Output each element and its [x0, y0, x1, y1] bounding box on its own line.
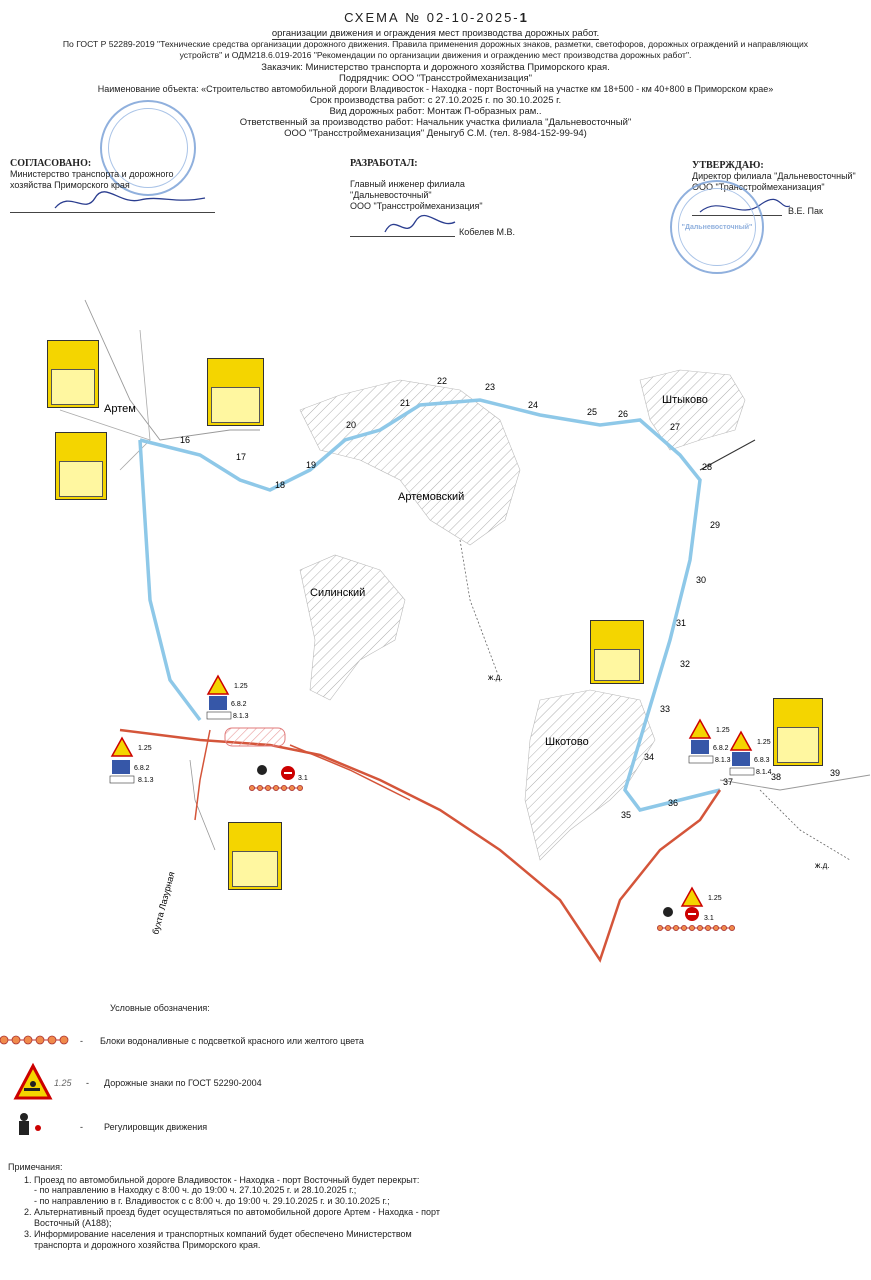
water-block-icon	[12, 1036, 20, 1044]
red-road-branch	[195, 730, 210, 820]
header-contractor: Подрядчик: ООО "Трансстроймеханизация"	[339, 73, 532, 84]
notes-title: Примечания:	[8, 1162, 63, 1172]
legend-dash-2: -	[86, 1078, 89, 1088]
sign-code-31: 3.1	[298, 775, 308, 782]
rail-label-2: ж.д.	[815, 861, 830, 870]
stamp-right-text: "Дальневосточный"	[681, 223, 753, 231]
water-block-icon	[36, 1036, 44, 1044]
water-block-icon	[265, 785, 270, 790]
rail-line	[460, 540, 503, 682]
km-mark: 38	[771, 772, 782, 782]
km-mark: 22	[437, 376, 448, 386]
note-2: 2. Альтернативный проезд будет осуществляться по автомобильной дороге Артем - Находка - порт Восточный (А188);	[34, 1207, 448, 1228]
km-mark: 16	[180, 435, 191, 445]
water-block-icon	[673, 925, 678, 930]
info-board-2	[55, 432, 107, 500]
water-block-icon	[665, 925, 670, 930]
header-gost-cont: устройств" и ОДМ218.6.019-2016 "Рекомендации по организации движения и ограждению мест производства дорожных работ".	[179, 50, 692, 60]
developed-name: Кобелев М.В.	[459, 227, 516, 237]
plate-sign-icon	[110, 776, 134, 783]
place-bay: бухта Лазурная	[150, 870, 177, 936]
rail-line-east	[760, 790, 850, 860]
info-board-6	[773, 698, 823, 766]
red-road-parallel	[290, 745, 410, 800]
km-mark: 25	[587, 407, 598, 417]
info-board-4	[228, 822, 282, 890]
water-block-icon	[273, 785, 278, 790]
developed-title: РАЗРАБОТАЛ:	[350, 158, 418, 169]
agreed-org-line1: Министерство транспорта и дорожного	[10, 169, 174, 179]
water-block-icon	[689, 925, 694, 930]
km-mark: 31	[676, 618, 687, 628]
road-works-sign-icon	[112, 738, 132, 756]
legend-title: Условные обозначения:	[110, 1003, 210, 1013]
agreed-title: СОГЛАСОВАНО:	[10, 158, 92, 169]
header-subtitle: организации движения и ограждения мест производства дорожных работ.	[271, 28, 600, 39]
water-block-icon	[48, 1036, 56, 1044]
km-mark: 37	[723, 777, 734, 787]
header-work-type: Вид дорожных работ: Монтаж П-образных рам..	[329, 106, 542, 117]
km-mark: 27	[670, 422, 681, 432]
km-mark: 17	[236, 452, 247, 462]
plate-sign-icon	[207, 712, 231, 719]
km-mark: 34	[644, 752, 655, 762]
developed-company: ООО "Трансстроймеханизация"	[350, 201, 483, 211]
km-mark: 26	[618, 409, 629, 419]
legend-signs-text: Дорожные знаки по ГОСТ 52290-2004	[104, 1078, 262, 1088]
notes-block	[8, 1162, 448, 1251]
sign-code-813: 8.1.3	[233, 713, 249, 720]
detour-sign-icon	[112, 760, 130, 774]
km-mark: 28	[702, 462, 713, 472]
sign-code-814: 8.1.4	[756, 769, 772, 776]
detour-sign-icon	[691, 740, 709, 754]
km-mark: 21	[400, 398, 411, 408]
rail-label-1: ж.д.	[488, 673, 503, 682]
km-mark: 33	[660, 704, 671, 714]
grey-road-east	[720, 775, 870, 790]
water-block-icon	[249, 785, 254, 790]
road-works-sign-icon	[690, 720, 710, 738]
sign-group-west	[110, 738, 154, 784]
legend-dash-3: -	[80, 1122, 83, 1132]
water-block-icon	[257, 785, 262, 790]
detour-sign-icon	[209, 696, 227, 710]
info-board-3	[207, 358, 264, 426]
place-silinsky: Силинский	[310, 587, 366, 599]
km-mark: 20	[346, 420, 357, 430]
legend-blocks-text: Блоки водоналивные с подсветкой красного или желтого цвета	[100, 1036, 364, 1046]
legend-regulator-text: Регулировщик движения	[104, 1122, 208, 1132]
header-period: Срок производства работ: с 27.10.2025 г. по 30.10.2025 г.	[309, 95, 562, 106]
water-block-icon	[697, 925, 702, 930]
km-mark: 23	[485, 382, 496, 392]
sign-code-125: 1.25	[757, 739, 771, 746]
road-works-sign-icon	[208, 676, 228, 694]
km-mark: 32	[680, 659, 691, 669]
legend-sign-icon	[16, 1066, 50, 1098]
note-1-line-2: - по направлению в Находку с 8:00 ч. до 19:00 ч. 27.10.2025 г. и 28.10.2025 г.;	[34, 1185, 357, 1195]
km-mark: 36	[668, 798, 679, 808]
developed-branch: "Дальневосточный"	[350, 190, 432, 200]
sign-code-682: 6.8.2	[134, 765, 150, 772]
sign-code-813: 8.1.3	[138, 777, 154, 784]
work-zone-hatch	[225, 728, 285, 746]
sign-code-682: 6.8.2	[713, 745, 729, 752]
sign-group-east	[689, 720, 772, 776]
agreed-org-line2: хозяйства Приморского края	[10, 180, 130, 190]
legend-regulator-icon	[20, 1113, 28, 1121]
approved-title: УТВЕРЖДАЮ:	[692, 160, 764, 171]
water-block-icon	[24, 1036, 32, 1044]
water-block-icon	[60, 1036, 68, 1044]
scheme-title: СХЕМА № 02-10-2025-1	[344, 10, 527, 25]
water-block-icon	[0, 1036, 8, 1044]
place-artemovsky: Артемовский	[398, 491, 465, 503]
detour-sign-icon	[732, 752, 750, 766]
km-mark: 35	[621, 810, 632, 820]
km-mark: 19	[306, 460, 317, 470]
note-3: 3. Информирование населения и транспортных компаний будет обеспечено Министерством транспорта и дорожного хозяйства Приморского края.	[34, 1229, 448, 1250]
approved-position: Директор филиала "Дальневосточный"	[692, 171, 856, 181]
road-works-sign-icon	[682, 888, 702, 906]
approved-company: ООО "Трансстроймеханизация"	[692, 182, 825, 192]
header-responsible: Ответственный за производство работ: Начальник участка филиала "Дальневосточный"	[239, 117, 632, 128]
header-customer: Заказчик: Министерство транспорта и дорожного хозяйства Приморского края.	[261, 62, 610, 73]
approved-name: В.Е. Пак	[788, 206, 823, 216]
water-block-icon	[657, 925, 662, 930]
water-block-icon	[729, 925, 734, 930]
sign-code-682: 6.8.2	[231, 701, 247, 708]
km-mark: 18	[275, 480, 286, 490]
legend-sign-code: 1.25	[54, 1078, 72, 1088]
place-shtykovo: Штыково	[662, 394, 708, 406]
legend-dash-1: -	[80, 1036, 83, 1046]
note-1	[34, 1175, 448, 1207]
km-mark: 39	[830, 768, 841, 778]
road-works-sign-icon	[731, 732, 751, 750]
header-gost: По ГОСТ Р 52289-2019 "Технические средства организации дорожного движения. Правила применения дорожных знаков, разметки, светофоров, дорожных ограждений и направляющих	[62, 39, 809, 49]
place-artem: Артем	[104, 403, 136, 415]
km-mark: 30	[696, 575, 707, 585]
silinsky-area	[300, 555, 405, 700]
grey-road-north	[140, 330, 150, 440]
sign-code-683: 6.8.3	[754, 757, 770, 764]
note-1-line-3: - по направлению в г. Владивосток с с 8:00 ч. до 19:00 ч. 29.10.2025 г. и 30.10.2025 г.;	[34, 1195, 390, 1206]
header-object: Наименование объекта: «Строительство автомобильной дороги Владивосток - Находка - порт Восточный на участке км 18+500 - км 40+800 в Приморском крае»	[97, 84, 774, 94]
sign-code-813: 8.1.3	[715, 757, 731, 764]
water-block-icon	[289, 785, 294, 790]
water-block-icon	[681, 925, 686, 930]
water-block-chains	[249, 785, 734, 930]
info-board-5	[590, 620, 644, 684]
place-shkotovo: Шкотово	[545, 736, 589, 748]
regulator-icon	[663, 907, 673, 917]
water-block-icon	[281, 785, 286, 790]
main-road-light-west	[140, 440, 200, 720]
sign-code-31: 3.1	[704, 915, 714, 922]
water-block-icon	[705, 925, 710, 930]
note-1-line-1: 1. Проезд по автомобильной дороге Владивосток - Находка - порт Восточный будет перекрыт:	[34, 1174, 420, 1185]
developed-position: Главный инженер филиала	[350, 179, 465, 189]
sign-code-125: 1.25	[234, 683, 248, 690]
sign-code-125: 1.25	[716, 727, 730, 734]
header-responsible-contact: ООО "Трансстроймеханизация" Деныгуб С.М. (тел. 8-984-152-99-94)	[284, 128, 587, 139]
km-mark: 29	[710, 520, 721, 530]
regulator-icon	[257, 765, 267, 775]
shkotovo-area	[525, 690, 655, 860]
km-mark: 24	[528, 400, 539, 410]
info-board-1	[47, 340, 99, 408]
sign-group-south	[663, 888, 722, 922]
sign-code-125: 1.25	[138, 745, 152, 752]
water-block-icon	[297, 785, 302, 790]
shtykovo-area	[640, 370, 745, 450]
water-block-icon	[721, 925, 726, 930]
sign-code-125: 1.25	[708, 895, 722, 902]
plate-sign-icon	[730, 768, 754, 775]
grey-road-south	[190, 760, 215, 850]
plate-sign-icon	[689, 756, 713, 763]
water-block-icon	[713, 925, 718, 930]
